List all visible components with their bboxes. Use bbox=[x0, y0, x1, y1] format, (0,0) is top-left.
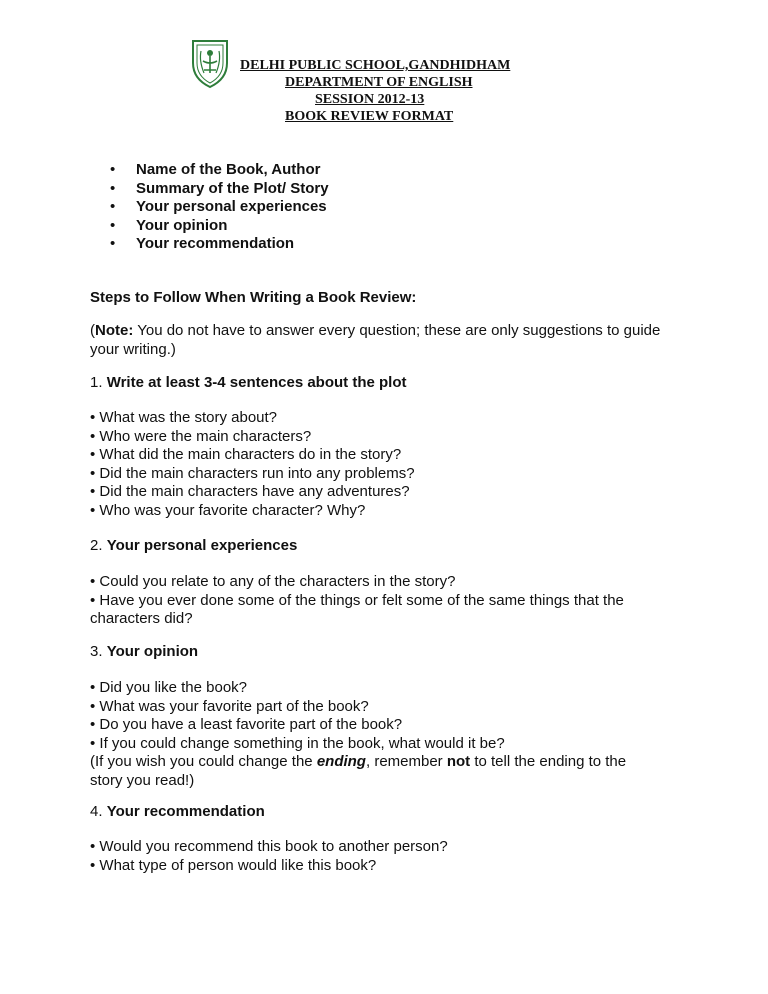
question-item: • What was the story about? bbox=[90, 409, 278, 426]
question-item: • Did you like the book? bbox=[90, 679, 248, 696]
section-number: 2. bbox=[90, 537, 107, 554]
section-heading bbox=[90, 374, 406, 393]
section-title: Write at least 3-4 sentences about the plot bbox=[106, 374, 407, 391]
format-list bbox=[108, 161, 329, 254]
format-item: • Your personal experiences bbox=[108, 198, 329, 217]
school-logo bbox=[189, 37, 231, 89]
question-list bbox=[90, 838, 448, 875]
section-number: 3. bbox=[90, 643, 107, 660]
not-emphasis: not bbox=[446, 753, 471, 770]
question-item: • Did the main characters run into any problems? bbox=[90, 464, 415, 482]
department-name: DEPARTMENT OF ENGLISH bbox=[285, 75, 473, 90]
ending-note-cont: story you read!) bbox=[90, 771, 195, 789]
format-item: • Your opinion bbox=[108, 217, 329, 236]
section-heading bbox=[90, 803, 265, 822]
format-item: • Your recommendation bbox=[108, 235, 329, 254]
question-item: • What did the main characters do in the story? bbox=[90, 446, 402, 463]
document-header bbox=[234, 57, 534, 125]
question-item: • Would you recommend this book to another person? bbox=[90, 838, 448, 855]
section-heading bbox=[90, 537, 297, 556]
note-text: You do not have to answer every question; these are only suggestions to guide bbox=[133, 322, 661, 339]
note-text-cont: your writing.) bbox=[90, 340, 176, 358]
ending-note-text: to tell the ending to the bbox=[470, 753, 627, 770]
section-heading bbox=[90, 643, 198, 662]
question-list bbox=[90, 409, 415, 520]
session-label: SESSION 2012-13 bbox=[315, 92, 425, 107]
question-item: • Who were the main characters? bbox=[90, 427, 312, 445]
ending-note-text: , remember bbox=[365, 753, 447, 770]
section-number: 1. bbox=[90, 374, 107, 391]
question-item: • If you could change something in the book, what would it be? bbox=[90, 734, 505, 752]
ending-note bbox=[90, 753, 626, 772]
format-item: • Name of the Book, Author bbox=[108, 161, 329, 180]
format-item: • Summary of the Plot/ Story bbox=[108, 180, 329, 199]
section-title: Your personal experiences bbox=[106, 537, 298, 554]
section-title: Your recommendation bbox=[106, 803, 265, 820]
question-list bbox=[90, 679, 626, 790]
note-label: Note: bbox=[95, 322, 134, 339]
question-item: • Who was your favorite character? Why? bbox=[90, 501, 366, 519]
school-name: DELHI PUBLIC SCHOOL,GANDHIDHAM bbox=[240, 58, 511, 73]
note-paragraph bbox=[90, 322, 660, 359]
question-item: • Could you relate to any of the characters in the story? bbox=[90, 573, 456, 590]
question-item: • Do you have a least favorite part of the book? bbox=[90, 716, 403, 733]
section-title: Your opinion bbox=[106, 643, 199, 660]
steps-heading: Steps to Follow When Writing a Book Review: bbox=[90, 289, 417, 306]
ending-note-text: (If you wish you could change the bbox=[90, 753, 317, 770]
question-list bbox=[90, 573, 624, 629]
format-title: BOOK REVIEW FORMAT bbox=[285, 109, 454, 124]
note-open: ( bbox=[90, 322, 95, 339]
question-item: characters did? bbox=[90, 610, 193, 627]
question-item: • What type of person would like this book? bbox=[90, 856, 377, 874]
question-item: • Did the main characters have any adventures? bbox=[90, 483, 410, 500]
section-number: 4. bbox=[90, 803, 107, 820]
question-item: • Have you ever done some of the things or felt some of the same things that the bbox=[90, 591, 624, 609]
ending-emphasis: ending bbox=[316, 753, 366, 770]
question-item: • What was your favorite part of the book? bbox=[90, 697, 369, 715]
